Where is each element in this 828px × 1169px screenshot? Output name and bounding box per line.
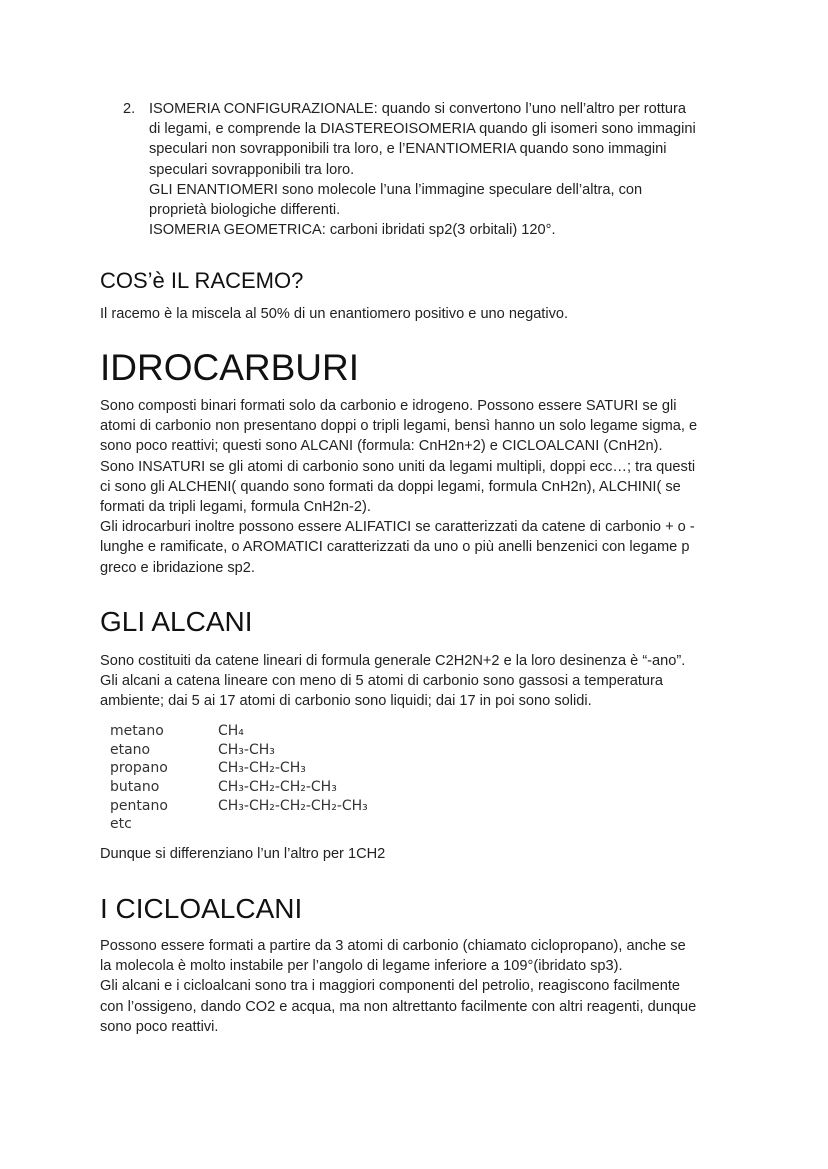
text-line: sono poco reattivi.: [100, 1018, 219, 1035]
alcani-paragraph: [100, 651, 740, 712]
text-line: ISOMERIA CONFIGURAZIONALE: quando si convertono l’uno nell’altro per rottura: [149, 101, 686, 117]
cicloalcani-paragraph: [100, 936, 740, 1037]
text-line: GLI ENANTIOMERI sono molecole l’una l’immagine speculare dell’altra, con: [149, 181, 643, 198]
alcani-footer-paragraph: [100, 844, 740, 864]
text-line: Sono costituiti da catene lineari di formula generale C2H2N+2 e la loro desinenza è “-ano”.: [100, 653, 686, 669]
text-line: Il racemo è la miscela al 50% di un enantiomero positivo e uno negativo.: [100, 306, 569, 322]
text-line: proprietà biologiche differenti.: [149, 202, 341, 219]
cicloalcani-heading: I CICLOALCANI: [100, 893, 303, 924]
alkane-formula: CH₄: [218, 723, 244, 739]
racemo-heading: COS’è IL RACEMO?: [100, 268, 304, 293]
text-line: formati da tripli legami, formula CnH2n-2).: [100, 499, 371, 516]
isomeria-text: [149, 99, 749, 240]
text-line: ambiente; dai 5 ai 17 atomi di carbonio sono liquidi; dai 17 in poi sono solidi.: [100, 693, 592, 710]
text-line: Gli alcani a catena lineare con meno di 5 atomi di carbonio sono gassosi a temperatura: [100, 673, 663, 690]
alkane-name: propano: [110, 760, 168, 777]
text-line: ci sono gli ALCHENI( quando sono formati da doppi legami, formula CnH2n), ALCHINI( se: [100, 478, 681, 495]
text-line: di legami, e comprende la DIASTEREOISOMERIA quando gli isomeri sono immagini: [149, 121, 696, 138]
alkane-name: metano: [110, 723, 164, 739]
text-line: speculari sovrapponibili tra loro.: [149, 161, 355, 178]
alkane-name: butano: [110, 779, 160, 796]
alkane-formula: CH₃-CH₃: [218, 741, 275, 758]
text-line: Possono essere formati a partire da 3 atomi di carbonio (chiamato ciclopropano), anche se: [100, 938, 686, 954]
text-line: Sono INSATURI se gli atomi di carbonio sono uniti da legami multipli, doppi ecc…; tra questi: [100, 458, 696, 475]
text-line: sono poco reattivi; questi sono ALCANI (formula: CnH2n+2) e CICLOALCANI (CnH2n).: [100, 438, 663, 455]
text-line: lunghe e ramificate, o AROMATICI caratterizzati da uno o più anelli benzenici con legame p: [100, 539, 690, 556]
alkane-formula: CH₃-CH₂-CH₂-CH₂-CH₃: [218, 797, 368, 814]
alkane-name: pentano: [110, 797, 168, 814]
text-line: speculari non sovrapponibili tra loro, e l’ENANTIOMERIA quando sono immagini: [149, 141, 667, 158]
alkane-name: etano: [110, 741, 151, 758]
text-line: Sono composti binari formati solo da carbonio e idrogeno. Possono essere SATURI se gli: [100, 398, 677, 414]
text-line: con l’ossigeno, dando CO2 e acqua, ma non altrettanto facilmente con altri reagenti, dunque: [100, 998, 697, 1015]
text-line: atomi di carbonio non presentano doppi o tripli legami, bensì hanno un solo legame sigma, e: [100, 418, 698, 435]
racemo-paragraph: [100, 304, 740, 324]
text-line: Gli alcani e i cicloalcani sono tra i maggiori componenti del petrolio, reagiscono facilmente: [100, 978, 680, 995]
alkane-formula: CH₃-CH₂-CH₂-CH₃: [218, 779, 337, 796]
text-line: greco e ibridazione sp2.: [100, 559, 255, 576]
text-line: Gli idrocarburi inoltre possono essere ALIFATICI se caratterizzati da catene di carbonio + o -: [100, 519, 695, 536]
text-line: la molecola è molto instabile per l’angolo di legame inferiore a 109°(ibridato sp3).: [100, 958, 623, 975]
text-line: Dunque si differenziano l’un l’altro per 1CH2: [100, 846, 386, 862]
alcani-heading: GLI ALCANI: [100, 606, 253, 637]
list-number: 2.: [123, 101, 136, 117]
idrocarburi-paragraph: [100, 396, 740, 578]
alkane-formula: CH₃-CH₂-CH₃: [218, 760, 306, 777]
text-line: ISOMERIA GEOMETRICA: carboni ibridati sp2(3 orbitali) 120°.: [149, 222, 556, 239]
idrocarburi-heading: IDROCARBURI: [100, 347, 360, 388]
alkane-name: etc: [110, 816, 132, 833]
